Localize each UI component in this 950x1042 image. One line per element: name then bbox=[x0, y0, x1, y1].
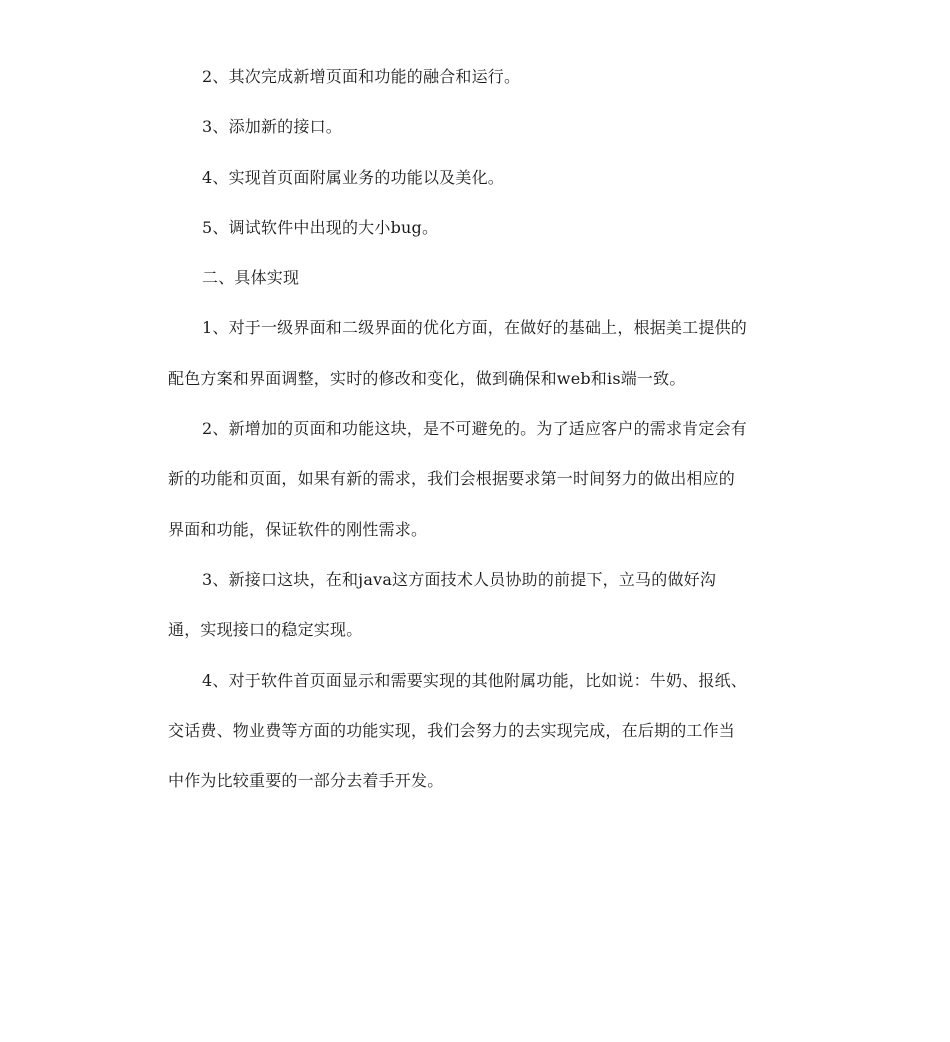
paragraph-4-line-2: 交话费、物业费等方面的功能实现，我们会努力的去实现完成，在后期的工作当 bbox=[168, 721, 736, 740]
paragraph-3-line-2: 通，实现接口的稳定实现。 bbox=[168, 620, 363, 639]
paragraph-2-line-1: 2、新增加的页面和功能这块，是不可避免的。为了适应客户的需求肯定会有 bbox=[202, 419, 747, 438]
section-heading: 二、具体实现 bbox=[202, 268, 300, 287]
list-item-5: 5、调试软件中出现的大小bug。 bbox=[202, 218, 439, 237]
paragraph-4-line-1: 4、对于软件首页面显示和需要实现的其他附属功能，比如说：牛奶、报纸、 bbox=[202, 671, 747, 690]
paragraph-3-line-1: 3、新接口这块，在和java这方面技术人员协助的前提下，立马的做好沟 bbox=[202, 570, 717, 589]
paragraph-2-line-3: 界面和功能，保证软件的刚性需求。 bbox=[168, 520, 428, 539]
list-item-2: 2、其次完成新增页面和功能的融合和运行。 bbox=[202, 67, 521, 86]
list-item-4: 4、实现首页面附属业务的功能以及美化。 bbox=[202, 168, 504, 187]
list-item-3: 3、添加新的接口。 bbox=[202, 117, 342, 136]
paragraph-4-line-3: 中作为比较重要的一部分去着手开发。 bbox=[168, 771, 444, 790]
paragraph-1-line-2: 配色方案和界面调整，实时的修改和变化，做到确保和web和is端一致。 bbox=[168, 369, 686, 388]
paragraph-2-line-2: 新的功能和页面，如果有新的需求，我们会根据要求第一时间努力的做出相应的 bbox=[168, 469, 736, 488]
paragraph-1-line-1: 1、对于一级界面和二级界面的优化方面，在做好的基础上，根据美工提供的 bbox=[202, 318, 747, 337]
